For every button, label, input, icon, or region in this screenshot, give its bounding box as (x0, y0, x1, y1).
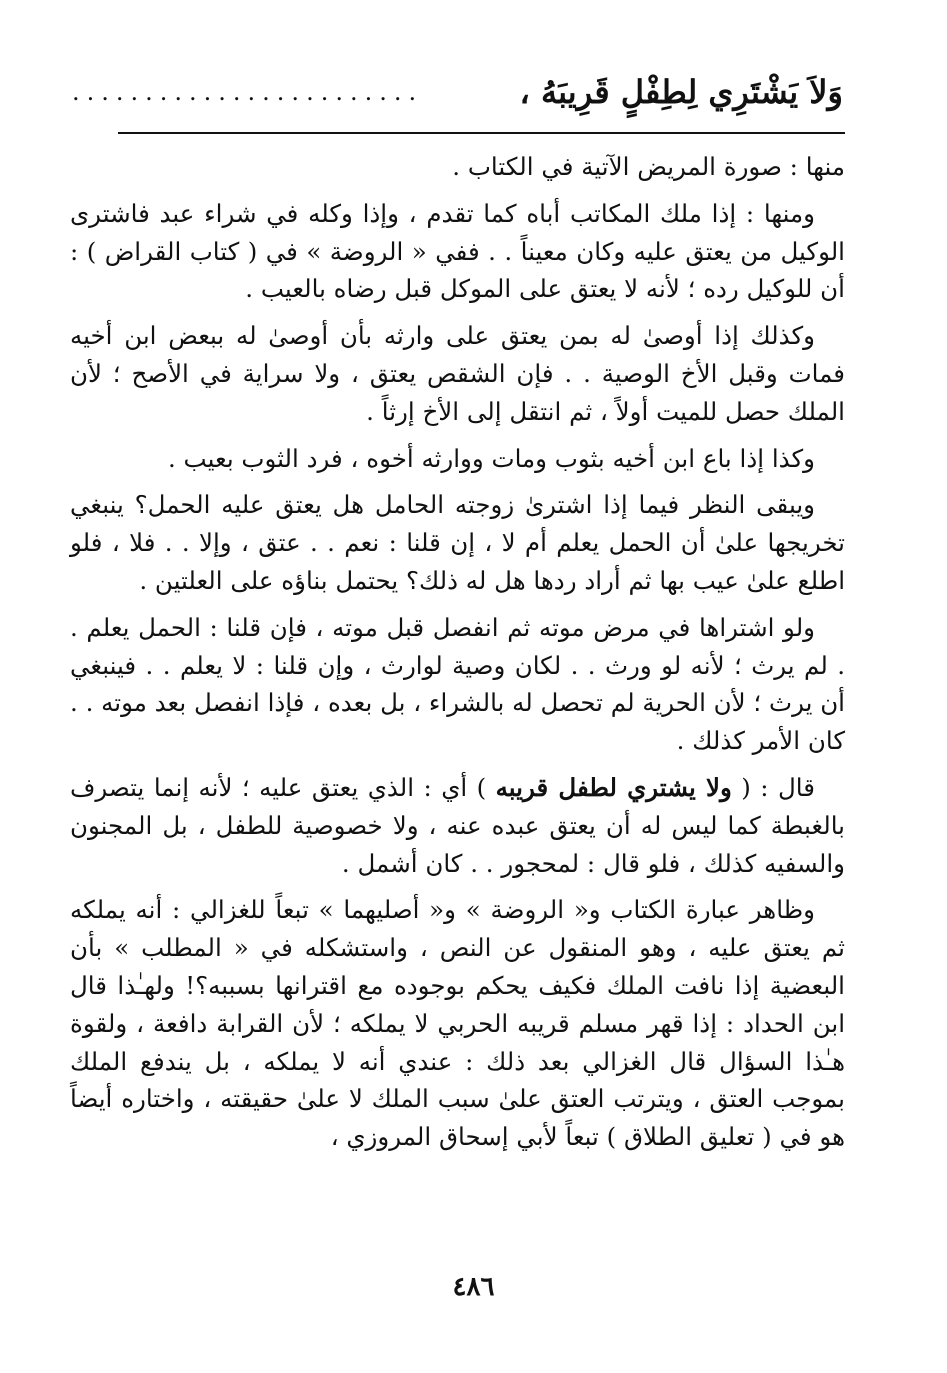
header-leader-dots: ........................ (72, 78, 424, 106)
paragraph-4: وكذا إذا باع ابن أخيه بثوب ومات ووارثه أخوه ، فرد الثوب بعيب . (167, 443, 815, 473)
paragraph-7-rest: ) أي : الذي يعتق عليه ؛ لأنه إنما يتصرف بالغبطة كما ليس له أن يعتق عبده عنه ، ولا خصوصية للطفل ، بل المجنون والسفيه كذلك ، فلو قال : لمحجور . . كان أشمل . (70, 772, 845, 878)
header-title: وَلاَ يَشْتَرِي لِطِفْلٍ قَرِيبَهُ ، (519, 73, 843, 111)
body-text (70, 148, 845, 1165)
page-number: ٤٨٦ (452, 1272, 495, 1302)
paragraph-3: وكذلك إذا أوصىٰ له بمن يعتق على وارثه بأن أوصىٰ له ببعض ابن أخيه فمات وقبل الأخ الوصية . . فإن الشقص يعتق ، ولا سراية في الأصح ؛ لأن الملك حصل للميت أولاً ، ثم انتقل إلى الأخ إرثاً . (70, 321, 845, 426)
header-rule (118, 132, 845, 134)
paragraph-7-lead: قال : ( (731, 772, 815, 802)
paragraph-6: ولو اشتراها في مرض موته ثم انفصل قبل موته ، فإن قلنا : الحمل يعلم . . لم يرث ؛ لأنه لو ورث . . لكان وصية لوارث ، وإن قلنا : لا يعلم . . فينبغي أن يرث ؛ لأن الحرية لم تحصل له بالشراء ، بل بعده ، فإذا انفصل بعد موته . . كان الأمر كذلك . (70, 612, 845, 756)
running-header (72, 64, 843, 120)
matn-quote: ولا يشتري لطفل قريبه (495, 772, 732, 802)
paragraph-2: ومنها : إذا ملك المكاتب أباه كما تقدم ، وإذا وكله في شراء عبد فاشترى الوكيل من يعتق عليه وكان معيناً . . ففي « الروضة » في ( كتاب القراض ) : أن للوكيل رده ؛ لأنه لا يعتق على الموكل قبل رضاه بالعيب . (70, 198, 845, 304)
paragraph-5: ويبقى النظر فيما إذا اشترىٰ زوجته الحامل هل يعتق عليه الحمل؟ ينبغي تخريجها علىٰ أن الحمل يعلم أم لا ، إن قلنا : نعم . . عتق ، وإلا . . فلا ، فلو اطلع علىٰ عيب بها ثم أراد ردها هل له ذلك؟ يحتمل بناؤه على العلتين . (70, 490, 845, 595)
paragraph-1: منها : صورة المريض الآتية في الكتاب . (452, 152, 845, 181)
paragraph-8: وظاهر عبارة الكتاب و« الروضة » و« أصليهما » تبعاً للغزالي : أنه يملكه ثم يعتق عليه ، وهو المنقول عن النص ، واستشكله في « المطلب » بأن البعضية إذا نافت الملك فكيف يحكم بوجوده مع اقترانها بسببه؟! ولهـٰذا قال ابن الحداد : إذا قهر مسلم قريبه الحربي لا يملكه ؛ لأن القرابة دافعة ، ولقوة هـٰذا السؤال قال الغزالي بعد ذلك : عندي أنه لا يملكه ، بل يندفع الملك بموجب العتق ، ويترتب العتق علىٰ سبب الملك لا علىٰ حقيقته ، واختاره أيضاً هو في ( تعليق الطلاق ) تبعاً لأبي إسحاق المروزي ، (70, 895, 845, 1152)
paragraph-7 (70, 769, 845, 882)
